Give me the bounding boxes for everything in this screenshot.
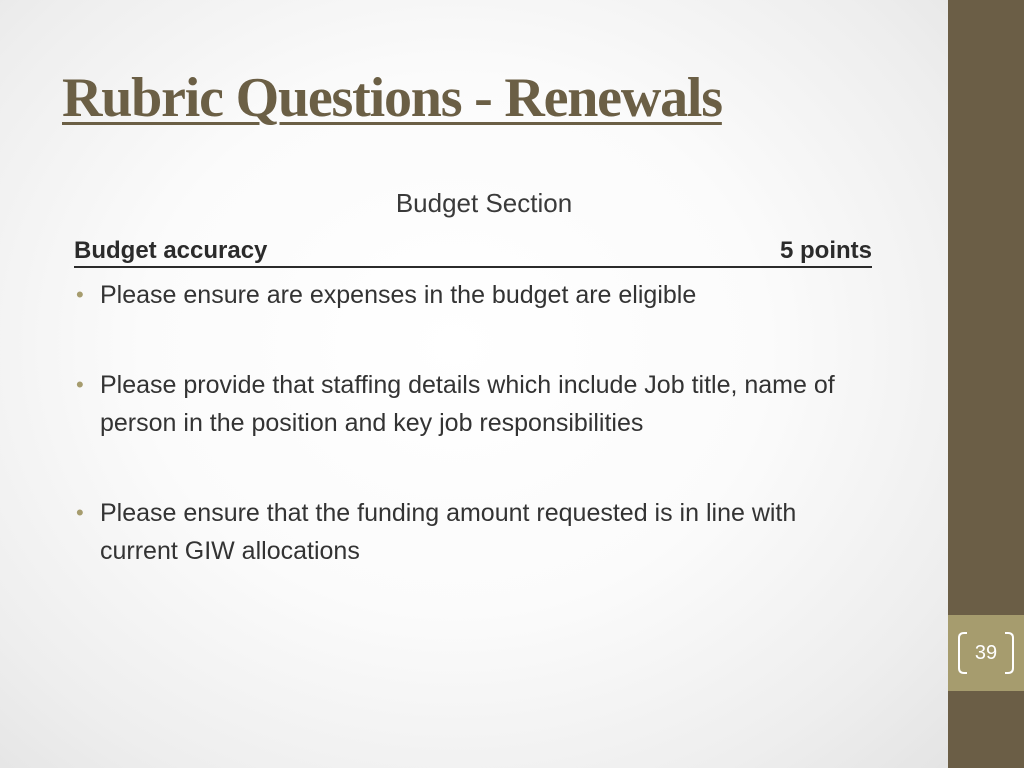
- page-number-frame: [957, 631, 1015, 675]
- criterion-row: [74, 232, 872, 268]
- bullet-list: [74, 276, 874, 622]
- criterion-label: Budget accuracy: [74, 237, 268, 264]
- slide-title: Rubric Questions - Renewals: [62, 67, 722, 129]
- page-number: 39: [974, 642, 998, 664]
- criterion-points: 5 points: [779, 237, 872, 264]
- bullet-text: Please ensure are expenses in the budget are eligible: [100, 281, 697, 309]
- section-heading: Budget Section: [395, 188, 573, 218]
- bullet-dot-icon: •: [76, 372, 84, 397]
- bullet-item: [74, 494, 874, 570]
- bullet-dot-icon: •: [76, 282, 84, 307]
- bullet-item: [74, 276, 874, 314]
- bullet-dot-icon: •: [76, 500, 84, 525]
- bullet-text: Please provide that staffing details which include Job title, name of person in the position and key job responsibilities: [100, 371, 835, 437]
- bullet-item: [74, 366, 874, 442]
- page-number-box: [948, 615, 1024, 691]
- bullet-text: Please ensure that the funding amount requested is in line with current GIW allocations: [100, 499, 797, 565]
